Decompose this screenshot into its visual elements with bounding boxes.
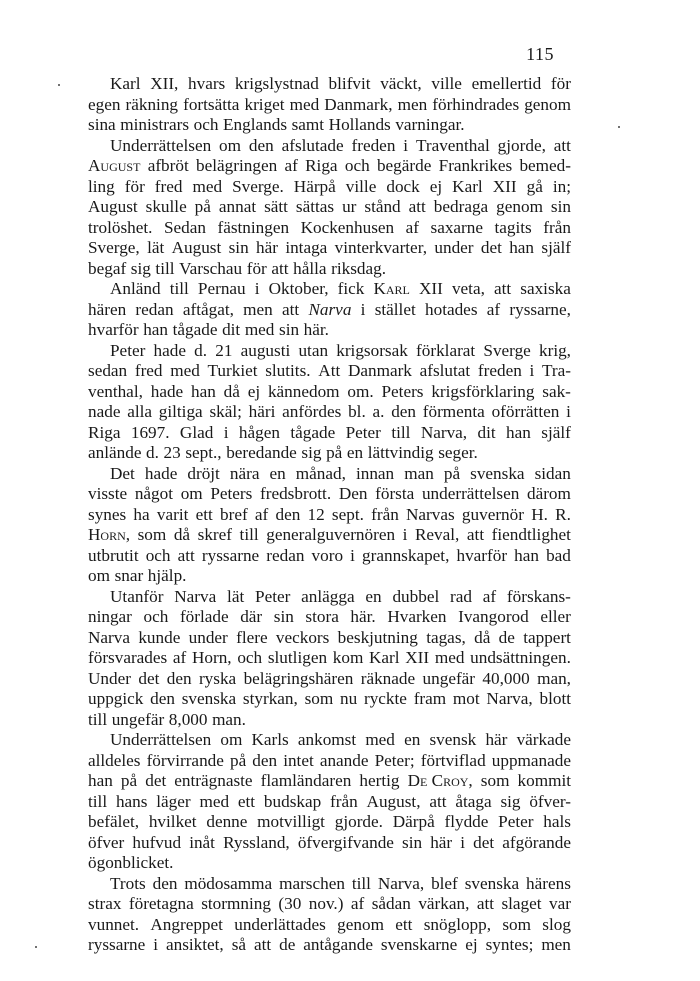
- paragraph: [88, 279, 571, 341]
- text-line: Trots den mödosamma marschen till Narva, blef svenska härens: [110, 873, 571, 893]
- paragraph: [88, 730, 571, 874]
- text-line: till ungefär 8,000 man.: [88, 709, 246, 729]
- paragraph: [88, 587, 571, 731]
- text-line: August afbröt belägringen af Riga och begärde Frankrikes bemed-: [88, 156, 571, 175]
- text-line: till hans läger med ett budskap från August, att åtaga sig öfver-: [88, 791, 571, 811]
- text-line: sedan fred med Turkiet slutits. Att Danmark afslutat freden i Tra-: [88, 361, 571, 380]
- text-line: trolöshet. Sedan fästningen Kockenhusen af saxarne tagits från: [88, 217, 571, 237]
- text-line: öfver hufvud inåt Ryssland, öfvergifvande sin här i det afgörande: [88, 832, 571, 852]
- page-number: 115: [526, 44, 554, 64]
- text-line: Riga 1697. Glad i hågen tågade Peter till Narva, dit han själf: [88, 422, 571, 442]
- text-line: anlände d. 23 sept., beredande sig på en lättvindig seger.: [88, 443, 478, 462]
- text-line: Karl XII, hvars krigslystnad blifvit väckt, ville emellertid för: [110, 74, 571, 93]
- paragraph: [88, 74, 571, 136]
- text-line: visste något om Peters fredsbrott. Den första underrättelsen därom: [88, 484, 571, 503]
- text-line: hvarför han tågade dit med sin här.: [88, 320, 329, 339]
- text-line: Utanför Narva lät Peter anlägga en dubbel rad af förskans-: [110, 586, 571, 606]
- text-line: Underrättelsen om den afslutade freden i Traventhal gjorde, att: [110, 135, 571, 155]
- text-line: alldeles förvirrande på den intet anande Peter; förtviflad uppmanade: [88, 750, 571, 770]
- text-line: Underrättelsen om Karls ankomst med en svensk här värkade: [110, 730, 571, 749]
- text-line: ling för fred med Sverge. Härpå ville dock ej Karl XII gå in;: [88, 176, 571, 196]
- text-line: Under det den ryska belägringshären räknade ungefär 40,000 man,: [88, 668, 571, 688]
- text-line: utbrutit och att ryssarne redan voro i grannskapet, hvarför han bad: [88, 545, 571, 565]
- text-line: försvarades af Horn, och slutligen kom Karl XII med undsättningen.: [88, 648, 571, 667]
- text-line: venthal, hade han då ej kännedom om. Peters krigsförklaring sak-: [88, 381, 571, 401]
- body-text: [88, 74, 571, 956]
- paragraph: [88, 136, 571, 280]
- text-line: egen räkning fortsätta kriget med Danmark, men förhindrades genom: [88, 94, 571, 114]
- text-line: ryssarne i ansiktet, så att de antågande svenskarne ej syntes; men: [88, 935, 571, 954]
- scan-speck: [35, 946, 37, 948]
- text-line: vunnet. Angreppet underlättades genom ett snöglopp, som slog: [88, 914, 571, 934]
- text-line: strax företagna stormning (30 nov.) af sådan värkan, att slaget var: [88, 894, 571, 913]
- text-line: Sverge, lät August sin här intaga vinterkvarter, under det han själf: [88, 238, 571, 257]
- text-line: August skulle på annat sätt sättas ur stånd att bedraga genom sin: [88, 197, 571, 216]
- text-line: Peter hade d. 21 augusti utan krigsorsak förklarat Sverge krig,: [110, 340, 571, 360]
- text-line: uppgick den svenska styrkan, som nu ryckte fram mot Narva, blott: [88, 689, 571, 708]
- text-line: Det hade dröjt nära en månad, innan man på svenska sidan: [110, 463, 571, 483]
- scan-speck: [618, 126, 620, 128]
- text-line: ningar och förlade där sin stora här. Hvarken Ivangorod eller: [88, 607, 571, 626]
- scan-speck: [58, 84, 60, 86]
- text-line: sina ministrars och Englands samt Hollands varningar.: [88, 115, 465, 134]
- text-line: synes ha varit ett bref af den 12 sept. från Narvas guvernör H. R.: [88, 504, 571, 524]
- paragraph: [88, 464, 571, 587]
- text-line: Anländ till Pernau i Oktober, fick Karl XII veta, att saxiska: [110, 279, 571, 298]
- text-line: Narva kunde under flere veckors beskjutning tagas, då de tappert: [88, 627, 571, 647]
- text-line: han på det enträgnaste flamländaren hertig De Croy, som kommit: [88, 771, 571, 790]
- text-line: begaf sig till Varschau för att hålla riksdag.: [88, 258, 387, 278]
- text-line: nade alla giltiga skäl; häri anfördes bl. a. den förmenta oförrätten i: [88, 402, 571, 421]
- text-line: ögonblicket.: [88, 853, 174, 872]
- text-line: befälet, hvilket denne motvilligt gjorde. Därpå flydde Peter hals: [88, 812, 571, 831]
- paragraph: [88, 874, 571, 956]
- paragraph: [88, 341, 571, 464]
- text-line: Horn, som då skref till generalguvernören i Reval, att fiendtlighet: [88, 525, 571, 544]
- text-line: om snar hjälp.: [88, 566, 187, 585]
- text-line: hären redan aftågat, men att Narva i stället hotades af ryssarne,: [88, 299, 571, 319]
